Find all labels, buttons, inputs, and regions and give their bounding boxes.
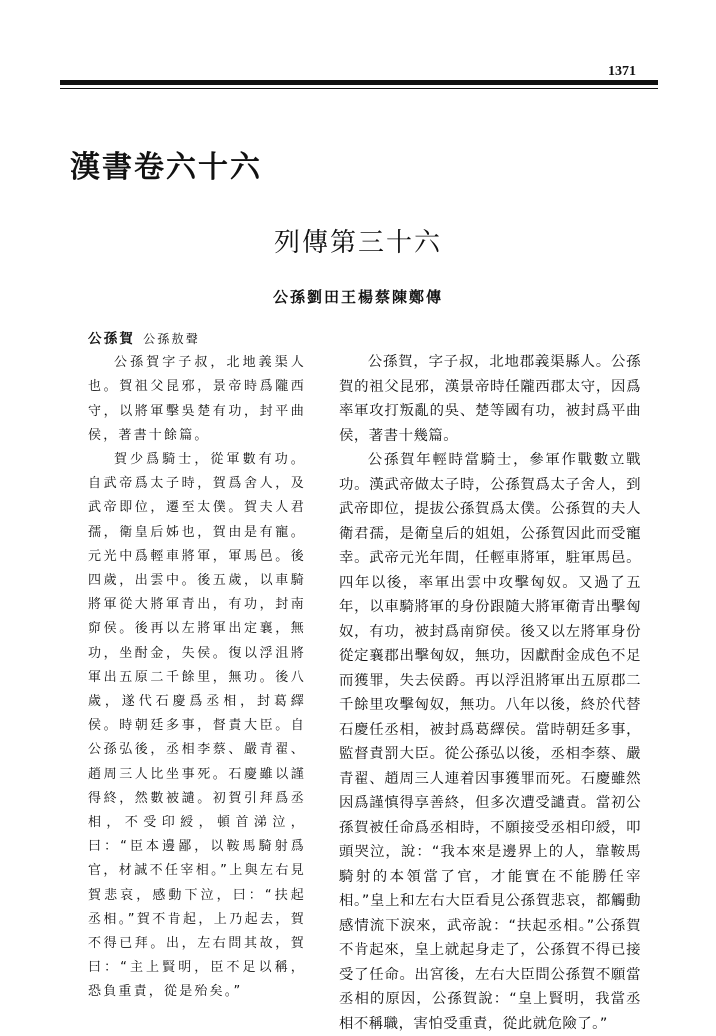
section-heading [88, 327, 306, 351]
page-number: 1371 [608, 64, 636, 79]
translation-paragraph: 公孫賀，字子叔，北地郡義渠縣人。公孫賀的祖父昆邪，漢景帝時任隴西郡太守，因爲率軍攻打叛亂的吳、楚等國有功，被封爲平曲侯，著書十幾篇。 [339, 354, 641, 444]
classical-paragraph: 賀少爲騎士，從軍數有功。自武帝爲太子時，賀爲舍人，及武帝即位，遷至太僕。賀夫人君孺，衛皇后姊也，賀由是有寵。元光中爲輕車將軍，軍馬邑。後四歲，出雲中。後五歲，以車騎將軍從大將軍青出，有功，封南窌侯。後再以左將軍出定襄，無功，坐酎金，失侯。復以浮沮將軍出五原二千餘里，無功。後八歲，遂代石慶爲丞相，封葛繹侯。時朝廷多事，督責大臣。自公孫弘後，丞相李蔡、嚴青翟、趙周三人比坐事死。石慶雖以謹得終，然數被譴。初賀引拜爲丞相，不受印綬，頓首涕泣，曰：“臣本邊鄙，以鞍馬騎射爲官，材誠不任宰相。”上與左右見賀悲哀，感動下泣，曰：“扶起丞相。”賀不肯起，上乃起去，賀不得已拜。出，左右問其故，賀曰：“主上賢明，臣不足以稱，恐負重責，從是殆矣。” [88, 452, 306, 1000]
header-rule-thin [60, 88, 658, 89]
header-rule-thick [60, 80, 658, 85]
section-heading-name: 公孫賀 [88, 331, 136, 347]
chapter-subtitle: 公孫劉田王楊蔡陳鄭傳 [272, 288, 443, 306]
section-subheading: 公孫敖聲 [143, 332, 200, 346]
classical-paragraph: 公孫賀字子叔，北地義渠人也。賀祖父昆邪，景帝時爲隴西守，以將軍擊吳楚有功，封平曲侯，著書十餘篇。 [88, 355, 306, 443]
translation-text-column [339, 350, 641, 1036]
classical-text-column [88, 327, 306, 1005]
translation-paragraph: 公孫賀年輕時當騎士，參軍作戰數立戰功。漢武帝做太子時，公孫賀爲太子舍人，到武帝即位，提拔公孫賀爲太僕。公孫賀的夫人衛君孺，是衛皇后的姐姐，公孫賀因此而受寵幸。武帝元光年間，任輕車將軍，駐軍馬邑。四年以後，率軍出雲中攻擊匈奴。又過了五年，以車騎將軍的身份跟隨大將軍衛青出擊匈奴，有功，被封爲南窌侯。後又以左將軍身份從定襄郡出擊匈奴，無功，因獻酎金成色不足而獲罪，失去侯爵。再以浮沮將軍出五原郡二千餘里攻擊匈奴，無功。八年以後，終於代替石慶任丞相，被封爲葛繹侯。當時朝廷多事，監督責罰大臣。從公孫弘以後，丞相李蔡、嚴青翟、趙周三人連着因事獲罪而死。石慶雖然因爲謹慎得享善終，但多次遭受譴責。當初公孫賀被任命爲丞相時，不願接受丞相印綬，叩頭哭泣，說：“我本來是邊界上的人，靠鞍馬騎射的本領當了官，才能實在不能勝任宰相。”皇上和左右大臣看見公孫賀悲哀，都觸動感情流下淚來，武帝說：“扶起丞相。”公孫賀不肯起來，皇上就起身走了，公孫賀不得已接受了任命。出宮後，左右大臣問公孫賀不願當丞相的原因，公孫賀說：“皇上賢明，我當丞相不稱職，害怕受重責，從此就危險了。” [339, 452, 641, 1032]
book-title: 漢書卷六十六 [70, 150, 262, 185]
chapter-title: 列傳第三十六 [273, 228, 442, 258]
